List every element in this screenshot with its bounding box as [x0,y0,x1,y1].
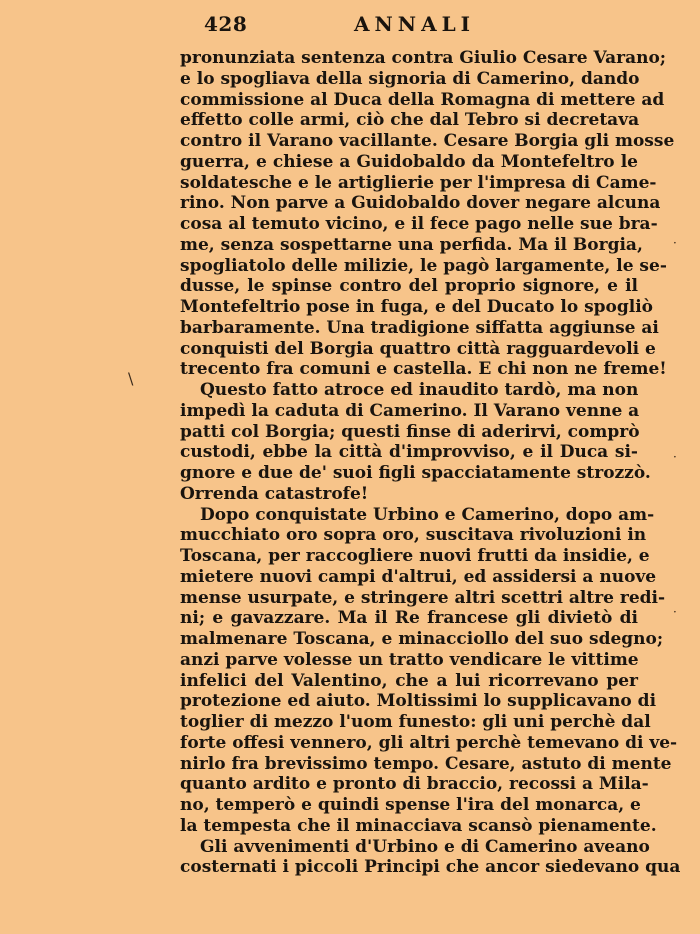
text-line: toglier di mezzo l'uom funesto: gli uni perchè dal [180,712,651,732]
text-line: barbaramente. Una tradigione siffatta aggiunse ai [180,317,659,338]
text-line: mense usurpate, e stringere altri scettri altre redi- [180,587,666,608]
text-line: forte offesi vennero, gli altri perchè temevano di ve- [180,732,678,753]
text-line: patti col Borgia; questi finse di aderirvi, comprò [180,421,640,442]
text-line: pronunziata sentenza contra Giulio Cesare Varano; [180,48,667,68]
edge-mark: · [673,605,677,619]
text-line: guerra, e chiese a Guidobaldo da Montefeltro le [180,151,638,172]
text-line: dusse, le spinse contro del proprio signore, e il [180,276,638,297]
text-line: Orrenda catastrofe! [180,483,369,504]
text-line: la tempesta che il minacciava scansò pienamente. [180,815,657,836]
text-line: no, temperò e quindi spense l'ira del monarca, e [180,795,641,815]
text-line: rino. Non parve a Guidobaldo dover negare alcuna [180,193,661,214]
text-line: soldatesche e le artiglierie per l'impresa di Came- [180,172,657,193]
text-line: Questo fatto atroce ed inaudito tardò, ma non [200,380,639,400]
text-line: mucchiato oro sopra oro, suscitava rivoluzioni in [180,525,647,546]
text-line: gnore e due de' suoi figli spacciatamente strozzò. [180,463,651,483]
text-line: costernati i piccoli Principi che ancor siedevano qua [180,857,681,878]
text-line: contro il Varano vacillante. Cesare Borgia gli mosse [180,131,675,151]
text-line: quanto ardito e pronto di braccio, recossi a Mila- [180,774,649,795]
text-line: nirlo fra brevissimo tempo. Cesare, astuto di mente [180,753,672,774]
running-head: ANNALI [354,12,476,36]
text-line: ni; e gavazzare. Ma il Re francese gli divietò di [180,608,638,629]
text-line: Gli avvenimenti d'Urbino e di Camerino aveano [200,836,650,857]
margin-mark: \ [128,369,134,388]
body-text [180,48,681,878]
text-line: infelici del Valentino, che a lui ricorrevano per [180,670,638,691]
text-line: Montefeltrio pose in fuga, e del Ducato lo spogliò [180,297,654,317]
text-line: me, senza sospettarne una perfida. Ma il Borgia, [180,234,643,255]
text-line: cosa al temuto vicino, e il fece pago nelle sue bra- [180,214,658,234]
text-line: trecento fra comuni e castella. E chi non ne freme! [180,359,667,380]
text-line: Toscana, per raccogliere nuovi frutti da insidie, e [180,546,650,566]
text-line: protezione ed aiuto. Moltissimi lo supplicavano di [180,691,657,712]
text-line: anzi parve volesse un tratto vendicare le vittime [180,649,639,670]
text-line: Dopo conquistate Urbino e Camerino, dopo am- [200,504,655,525]
edge-mark: · [673,236,677,250]
text-line: e lo spogliava della signoria di Camerino, dando [180,68,640,89]
text-line: effetto colle armi, ciò che dal Tebro si decretava [180,110,640,131]
text-line: conquisti del Borgia quattro città ragguardevoli e [180,338,656,359]
text-line: commissione al Duca della Romagna di mettere ad [180,89,665,110]
edge-mark: · [673,450,677,464]
text-line: spogliatolo delle milizie, le pagò largamente, le se- [180,255,667,276]
text-line: custodi, ebbe la città d'improvviso, e il Duca si- [180,442,638,463]
text-line: impedì la caduta di Camerino. Il Varano venne a [180,400,640,421]
page-number: 428 [204,12,248,36]
text-line: mietere nuovi campi d'altrui, ed assidersi a nuove [180,566,657,587]
text-line: malmenare Toscana, e minacciollo del suo sdegno; [180,629,664,649]
